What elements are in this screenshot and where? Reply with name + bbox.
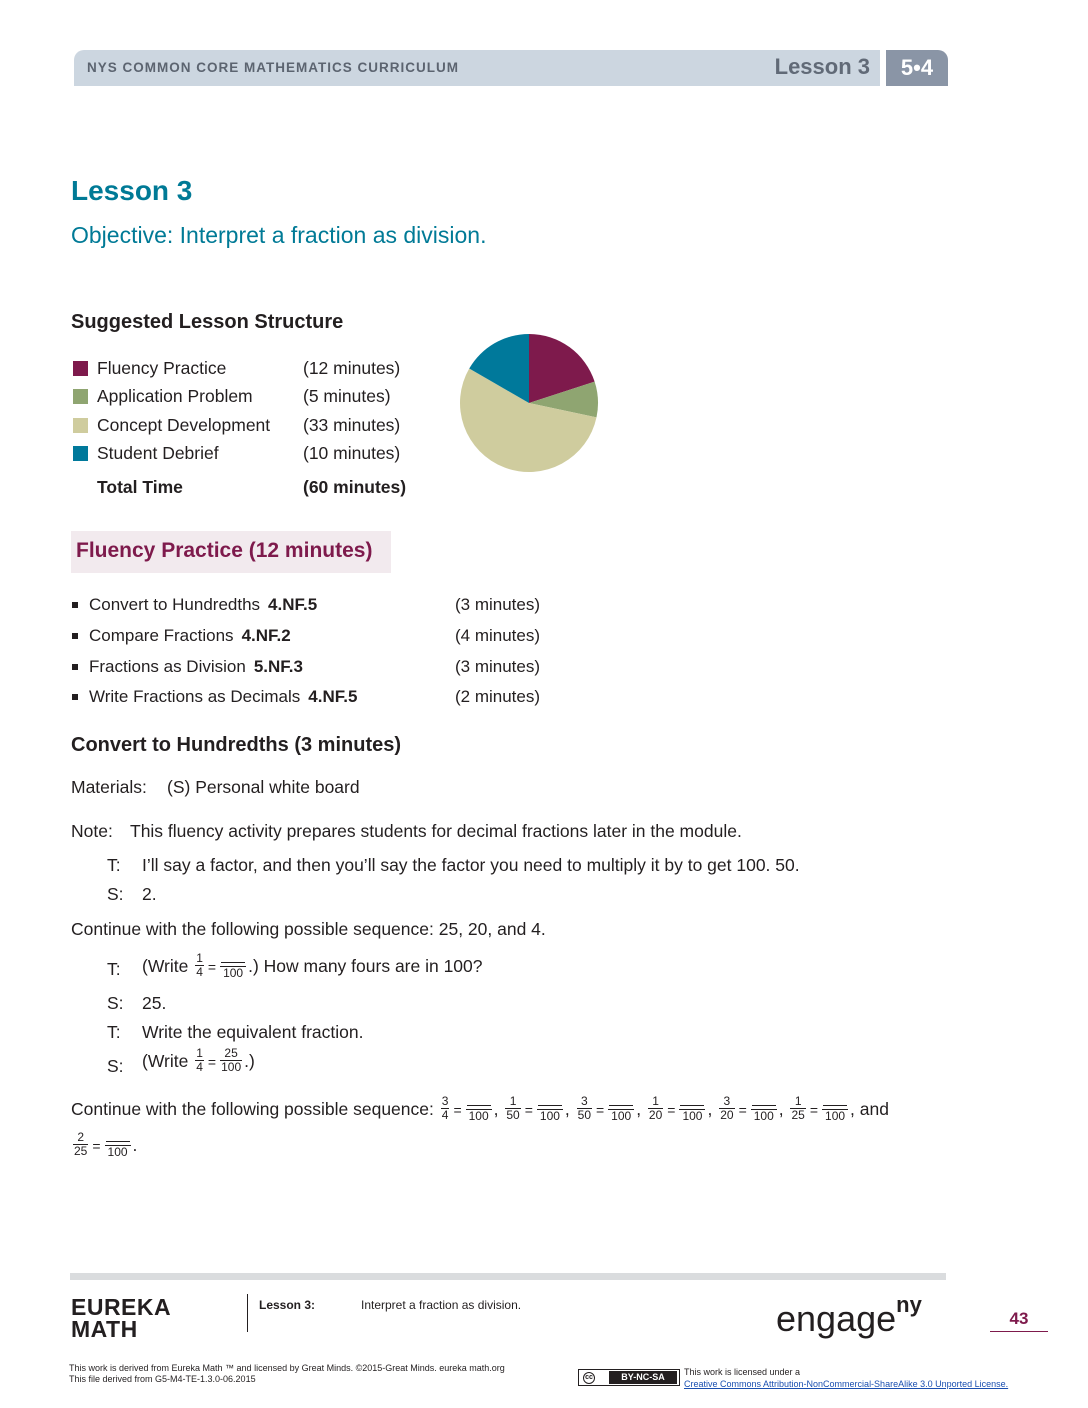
fraction-denominator: 50 xyxy=(577,1108,591,1122)
fluency-item-standard: 4.NF.5 xyxy=(268,595,318,614)
fraction-numerator: 2 xyxy=(73,1131,88,1145)
header-lesson: Lesson 3 xyxy=(774,54,870,79)
structure-item-label: Application Problem xyxy=(97,386,253,406)
bullet-icon xyxy=(72,664,78,670)
section-heading: Convert to Hundredths (3 minutes) xyxy=(71,734,402,756)
fluency-item-label: Fractions as Division xyxy=(89,657,246,676)
fraction-denominator: 50 xyxy=(506,1108,520,1122)
teacher-line: Write the equivalent fraction. xyxy=(142,1022,364,1042)
fraction-denominator: 20 xyxy=(720,1108,734,1122)
fraction-denominator: 100 xyxy=(825,1109,846,1123)
brand-line-1: EUREKA xyxy=(71,1294,172,1320)
fraction-numerator: 1 xyxy=(196,1046,203,1060)
fraction-denominator: 20 xyxy=(648,1108,663,1122)
fluency-item-minutes: (4 minutes) xyxy=(455,626,541,645)
student-line-fraction: (Write $\frac{1}{4}$ = $\frac{25}{100}$ .) xyxy=(142,1046,255,1074)
cc-license-badge xyxy=(578,1369,680,1386)
fraction-sequence-continued xyxy=(71,1132,137,1161)
fraction xyxy=(577,1095,592,1122)
fraction-numerator: 3 xyxy=(577,1095,592,1109)
speaker-teacher: T: xyxy=(107,855,121,875)
fraction-numerator: 1 xyxy=(196,951,203,965)
fluency-item-label: Write Fractions as Decimals xyxy=(89,687,301,706)
fraction-blank xyxy=(751,1094,777,1123)
eureka-math-logo xyxy=(71,1296,171,1340)
license-text xyxy=(684,1366,1008,1390)
credit-text xyxy=(69,1363,505,1385)
fluency-item-standard: 4.NF.5 xyxy=(308,687,358,706)
header-module: 5•4 xyxy=(886,50,948,86)
fraction-denominator: 100 xyxy=(611,1109,632,1123)
fraction-blank xyxy=(608,1094,634,1123)
fraction-blank xyxy=(466,1094,492,1123)
legend-swatch-debrief xyxy=(73,446,88,461)
teacher-line: I’ll say a factor, and then you’ll say the factor you need to multiply it by to get 100. 50. xyxy=(142,855,800,875)
speaker-student: S: xyxy=(107,884,124,904)
footer-rule xyxy=(70,1273,946,1280)
structure-heading: Suggested Lesson Structure xyxy=(71,311,344,333)
fraction xyxy=(195,1047,204,1074)
cc-badge-text: BY-NC-SA xyxy=(609,1371,677,1384)
credit-line: This work is derived from Eureka Math ™ and licensed by Great Minds. ©2015-Great Minds. eureka math.org xyxy=(69,1363,505,1373)
fluency-item-minutes: (2 minutes) xyxy=(455,687,541,706)
fluency-heading-box xyxy=(71,531,391,573)
fraction xyxy=(441,1095,450,1122)
speaker-student: S: xyxy=(107,1056,124,1076)
fluency-item-standard: 5.NF.3 xyxy=(253,657,303,676)
bullet-icon xyxy=(72,633,78,639)
fluency-item-minutes: (3 minutes) xyxy=(455,595,541,614)
structure-item-minutes: (33 minutes) xyxy=(303,415,401,435)
continue-sequence-2 xyxy=(71,1096,889,1125)
continue-sequence-1: Continue with the following possible sequence: 25, 20, and 4. xyxy=(71,919,546,939)
header-band xyxy=(74,50,880,86)
speaker-student: S: xyxy=(107,993,124,1013)
curriculum-name: NYS COMMON CORE MATHEMATICS CURRICULUM xyxy=(87,60,459,75)
license-link[interactable]: Creative Commons Attribution-NonCommercial-ShareAlike 3.0 Unported License. xyxy=(684,1379,1009,1389)
cc-icon: cc xyxy=(583,1372,595,1384)
fraction xyxy=(220,1047,242,1074)
fraction xyxy=(195,952,204,979)
speaker-teacher: T: xyxy=(107,1022,121,1042)
fraction-denominator: 100 xyxy=(221,1060,242,1074)
fraction-denominator: 100 xyxy=(223,966,244,980)
legend-swatch-application xyxy=(73,389,88,404)
structure-item-minutes: (5 minutes) xyxy=(303,386,391,406)
fraction-numerator: 3 xyxy=(441,1094,449,1108)
teacher-line-fraction: (Write $\frac{1}{4}$ = 100 .) How many fours are in 100? xyxy=(142,951,483,980)
fraction-denominator: 25 xyxy=(791,1108,805,1122)
continue-label: Continue with the following possible sequence: xyxy=(71,1099,434,1120)
fraction xyxy=(648,1095,663,1122)
fraction-denominator: 25 xyxy=(74,1144,88,1158)
legend-swatch-fluency xyxy=(73,361,88,376)
lesson-objective: Objective: Interpret a fraction as division. xyxy=(71,222,487,248)
engage-text: engage xyxy=(776,1298,897,1339)
write-prefix: (Write xyxy=(142,1051,189,1072)
speaker-teacher: T: xyxy=(107,959,121,979)
fraction-blank xyxy=(220,951,246,980)
fraction-denominator: 100 xyxy=(682,1109,703,1123)
write-prefix: (Write xyxy=(142,956,189,977)
teacher-question: .) How many fours are in 100? xyxy=(248,956,483,977)
student-line: 2. xyxy=(142,884,157,904)
fraction-denominator: 4 xyxy=(441,1108,449,1122)
structure-item-label: Concept Development xyxy=(97,415,271,435)
brand-line-2: MATH xyxy=(71,1316,138,1342)
fraction-sequence: $\frac{3}{4}$ = 100 , $\frac{1}{50}$ = 100 , $\frac{3}{50}$ = 100 , $\frac{1}{20}$ = 100 , $\frac{3}{20}$ = 100 , $\frac{1}{25}$ = 100 , and xyxy=(441,1094,889,1123)
license-line: This work is licensed under a xyxy=(684,1367,801,1377)
fluency-item-label: Compare Fractions xyxy=(89,626,234,645)
lesson-structure-pie-chart xyxy=(458,332,600,474)
structure-item-label: Fluency Practice xyxy=(97,358,227,378)
footer-lesson-label: Lesson 3: xyxy=(259,1298,316,1312)
structure-item-label: Student Debrief xyxy=(97,443,219,463)
page-header xyxy=(74,50,948,86)
bullet-icon xyxy=(72,694,78,700)
materials-text: (S) Personal white board xyxy=(167,777,360,797)
engageny-logo xyxy=(776,1292,922,1340)
fraction xyxy=(790,1095,805,1122)
fluency-item-label: Convert to Hundredths xyxy=(89,595,261,614)
fraction-blank xyxy=(537,1094,563,1123)
fraction xyxy=(719,1095,734,1122)
lesson-title: Lesson 3 xyxy=(71,175,193,206)
total-minutes: (60 minutes) xyxy=(303,477,407,497)
fluency-item-minutes: (3 minutes) xyxy=(455,657,541,676)
fraction-denominator: 100 xyxy=(468,1109,489,1123)
fraction-sequence: $\frac{2}{25}$ = 100 . xyxy=(74,1130,138,1159)
student-line: 25. xyxy=(142,993,167,1013)
fraction-denominator: 4 xyxy=(196,965,203,979)
materials-label: Materials: xyxy=(71,777,147,797)
fraction-blank xyxy=(822,1094,848,1123)
fluency-heading: Fluency Practice (12 minutes) xyxy=(76,539,373,562)
fraction-denominator: 100 xyxy=(753,1109,774,1123)
structure-item-minutes: (12 minutes) xyxy=(303,358,401,378)
credit-line: This file derived from G5-M4-TE-1.3.0-06.2015 xyxy=(69,1374,256,1384)
fraction-numerator: 1 xyxy=(505,1095,520,1109)
fraction-blank xyxy=(679,1094,705,1123)
engage-sup: ny xyxy=(896,1292,922,1317)
fraction-blank xyxy=(105,1130,131,1159)
bullet-icon xyxy=(72,602,78,608)
fraction-denominator: 100 xyxy=(107,1145,128,1159)
legend-swatch-concept xyxy=(73,418,88,433)
fluency-item-standard: 4.NF.2 xyxy=(241,626,291,645)
total-label: Total Time xyxy=(97,477,183,497)
footer-divider xyxy=(247,1294,248,1332)
and-text: , and xyxy=(850,1099,889,1120)
fraction-denominator: 100 xyxy=(539,1109,560,1123)
fraction-numerator: 3 xyxy=(719,1095,734,1109)
fraction-numerator: 1 xyxy=(648,1095,663,1109)
fraction xyxy=(505,1095,520,1122)
write-suffix: .) xyxy=(244,1051,255,1072)
footer-lesson-objective: Interpret a fraction as division. xyxy=(361,1298,522,1312)
fraction-numerator: 25 xyxy=(220,1047,242,1061)
page-number: 43 xyxy=(990,1309,1048,1332)
note-label: Note: xyxy=(71,821,113,841)
fraction-denominator: 4 xyxy=(196,1060,203,1074)
structure-item-minutes: (10 minutes) xyxy=(303,443,401,463)
note-text: This fluency activity prepares students for decimal fractions later in the module. xyxy=(130,821,742,841)
fraction xyxy=(73,1131,88,1158)
fraction-numerator: 1 xyxy=(790,1095,805,1109)
